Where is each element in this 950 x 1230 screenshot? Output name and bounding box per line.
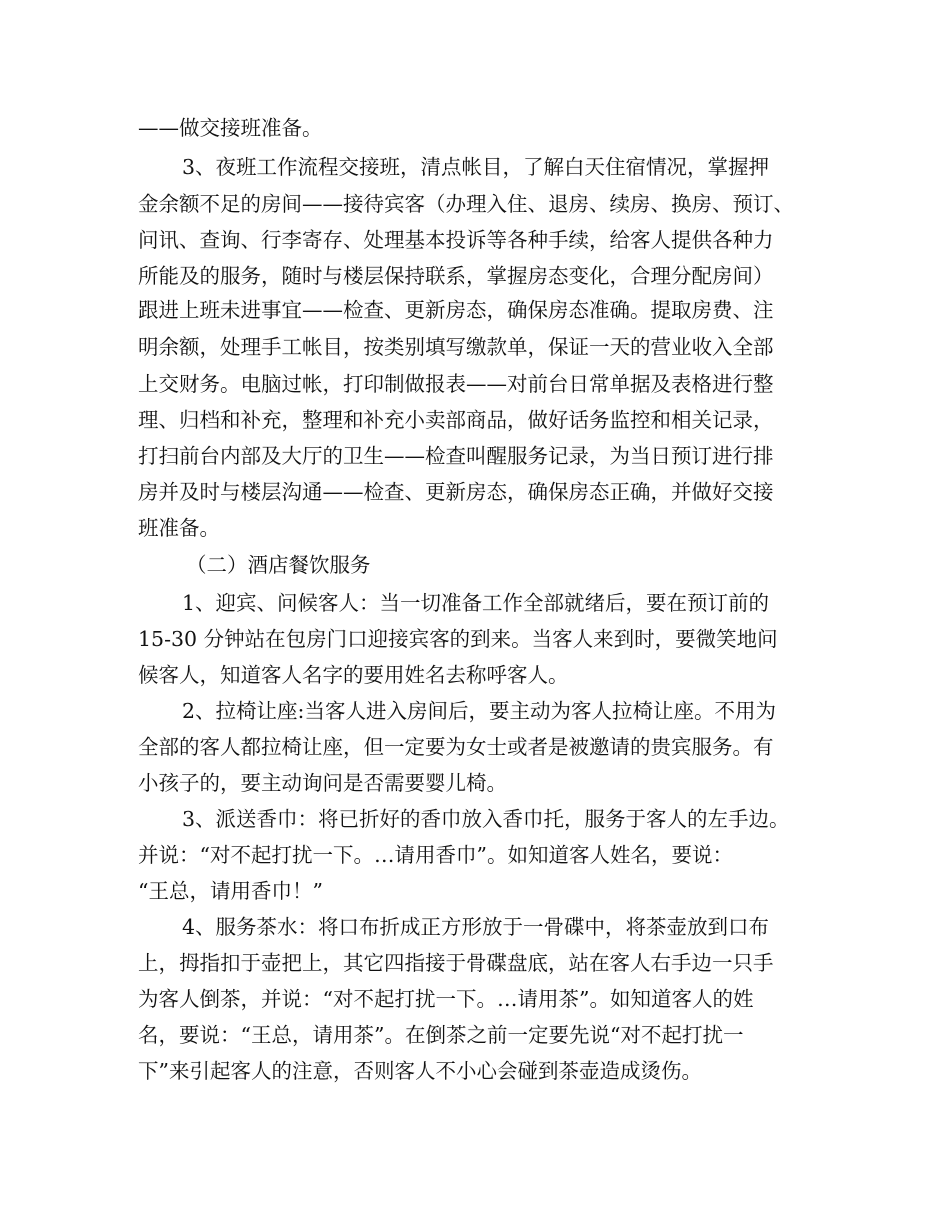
paragraph-start: 1、迎宾、问候客人：当一切准备工作全部就绪后，要在预订前的	[182, 591, 770, 615]
text-line: 跟进上班未进事宜——检查、更新房态，确保房态准确。提取房费、注	[138, 298, 774, 322]
text-line: “王总，请用香巾！”	[138, 879, 323, 903]
paragraph-start: 2、拉椅让座:当客人进入房间后，要主动为客人拉椅让座。不用为	[182, 699, 776, 723]
text-line: 打扫前台内部及大厅的卫生——检查叫醒服务记录，为当日预订进行排	[138, 444, 774, 468]
section-heading: （二）酒店餐饮服务	[186, 553, 371, 577]
paragraph-start: 4、服务茶水：将口布折成正方形放于一骨碟中，将茶壶放到口布	[182, 915, 770, 939]
text-line: 明余额，处理手工帐目，按类别填写缴款单，保证一天的营业收入全部	[138, 335, 774, 359]
text-line: 15-30 分钟站在包房门口迎接宾客的到来。当客人来到时，要微笑地问	[138, 627, 778, 651]
text-line: ——做交接班准备。	[138, 116, 323, 140]
text-line: 小孩子的，要主动询问是否需要婴儿椅。	[138, 771, 507, 795]
text-line: 房并及时与楼层沟通——检查、更新房态，确保房态正确，并做好交接	[138, 480, 774, 504]
text-line: 上，拇指扣于壶把上，其它四指接于骨碟盘底，站在客人右手边一只手	[138, 951, 774, 975]
paragraph-start: 3、派送香巾：将已折好的香巾放入香巾托，服务于客人的左手边。	[182, 807, 790, 831]
text-line: 候客人，知道客人名字的要用姓名去称呼客人。	[138, 663, 569, 687]
text-line: 名，要说：“王总，请用茶”。在倒茶之前一定要先说“对不起打扰一	[138, 1023, 744, 1047]
text-line: 班准备。	[138, 516, 220, 540]
text-line: 全部的客人都拉椅让座，但一定要为女士或者是被邀请的贵宾服务。有	[138, 735, 774, 759]
text-line: 问讯、查询、行李寄存、处理基本投诉等各种手续，给客人提供各种力	[138, 228, 774, 252]
text-line: 并说：“对不起打扰一下。…请用香巾”。如知道客人姓名，要说：	[138, 843, 733, 867]
text-line: 上交财务。电脑过帐，打印制做报表——对前台日常单据及表格进行整	[138, 372, 774, 396]
text-line: 为客人倒茶，并说：“对不起打扰一下。…请用茶”。如知道客人的姓	[138, 987, 754, 1011]
text-line: 下”来引起客人的注意，否则客人不小心会碰到茶壶造成烫伤。	[138, 1059, 702, 1083]
text-line: 金余额不足的房间——接待宾客（办理入住、退房、续房、换房、预订、	[138, 192, 794, 216]
paragraph-start: 3、夜班工作流程交接班，清点帐目，了解白天住宿情况，掌握押	[182, 155, 770, 179]
text-line: 理、归档和补充，整理和补充小卖部商品，做好话务监控和相关记录，	[138, 408, 774, 432]
text-line: 所能及的服务，随时与楼层保持联系，掌握房态变化，合理分配房间）	[138, 264, 774, 288]
